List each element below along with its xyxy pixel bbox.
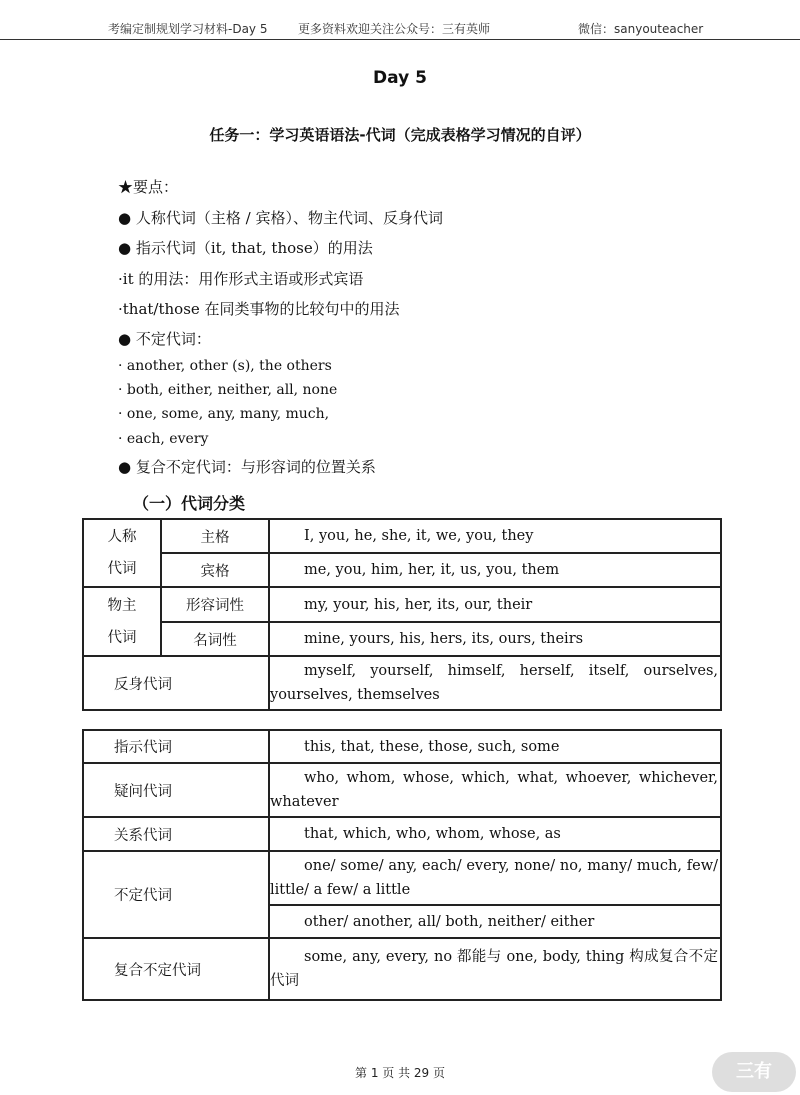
- page-number-footer: 第 1 页 共 29 页: [355, 1066, 445, 1080]
- category-cell: [83, 587, 161, 656]
- noun-possessive-label: 名词性: [161, 622, 269, 656]
- noun-possessive-value: mine, yours, his, hers, its, ours, theirs: [269, 622, 721, 656]
- category-label: 人称: [107, 529, 137, 545]
- key-point-item: · one, some, any, many, much,: [118, 406, 330, 422]
- value-line: little/ a few/ a little: [270, 882, 411, 898]
- value-line: myself, yourself, himself, herself, itself, ourselves,: [304, 663, 718, 679]
- relative-label: 关系代词: [83, 817, 269, 851]
- key-point-item: ● 人称代词（主格 / 宾格）、物主代词、反身代词: [118, 209, 443, 227]
- header-left-text: 考编定制规划学习材料-Day 5: [108, 22, 268, 36]
- demonstrative-label: 指示代词: [83, 730, 269, 763]
- indefinite-value-b: other/ another, all/ both, neither/ either: [269, 905, 721, 938]
- key-point-item: ● 复合不定代词：与形容词的位置关系: [118, 458, 376, 476]
- value-line: 代词: [270, 973, 299, 989]
- category-label: 代词: [107, 629, 137, 646]
- subject-case-value: I, you, he, she, it, we, you, they: [269, 519, 721, 553]
- key-point-item: · another, other (s), the others: [118, 358, 332, 374]
- indefinite-value-a: [269, 851, 721, 905]
- compound-indefinite-value: [269, 938, 721, 1000]
- reflexive-label: 反身代词: [83, 656, 269, 710]
- watermark-logo: 三有: [712, 1052, 796, 1092]
- key-point-item: ● 指示代词（it, that, those）的用法: [118, 239, 373, 257]
- category-label: 代词: [107, 561, 137, 577]
- key-point-item: · each, every: [118, 431, 209, 447]
- relative-value: that, which, who, whom, whose, as: [269, 817, 721, 851]
- key-point-item: ·it 的用法：用作形式主语或形式宾语: [118, 270, 364, 288]
- key-point-item: ● 不定代词：: [118, 330, 211, 348]
- subject-case-label: 主格: [161, 519, 269, 553]
- adjective-possessive-label: 形容词性: [161, 587, 269, 622]
- value-line: some, any, every, no 都能与 one, body, thing 构成复合不定: [304, 949, 718, 965]
- header-right-text: 微信：sanyouteacher: [578, 22, 704, 36]
- category-cell: [83, 519, 161, 587]
- value-line: one/ some/ any, each/ every, none/ no, many/ much, few/: [304, 858, 718, 874]
- key-points-heading: ★要点：: [118, 178, 179, 196]
- adjective-possessive-value: my, your, his, her, its, our, their: [269, 587, 721, 622]
- page-title: Day 5: [373, 68, 427, 88]
- object-case-label: 宾格: [161, 553, 269, 587]
- reflexive-value: [269, 656, 721, 710]
- page-header: [0, 0, 800, 40]
- indefinite-label: 不定代词: [83, 851, 269, 938]
- header-middle-text: 更多资料欢迎关注公众号：三有英师: [298, 22, 491, 36]
- category-label: 物主: [107, 597, 137, 614]
- object-case-value: me, you, him, her, it, us, you, them: [269, 553, 721, 587]
- key-point-item: · both, either, neither, all, none: [118, 382, 338, 398]
- value-line: who, whom, whose, which, what, whoever, whichever,: [304, 770, 718, 786]
- task-title: 任务一：学习英语语法-代词（完成表格学习情况的自评）: [209, 126, 591, 144]
- value-line: yourselves, themselves: [270, 687, 440, 703]
- compound-indefinite-label: 复合不定代词: [83, 938, 269, 1000]
- demonstrative-value: this, that, these, those, such, some: [269, 730, 721, 763]
- pronoun-table-2: [82, 729, 722, 1001]
- section-title: （一）代词分类: [133, 494, 246, 513]
- pronoun-table-1: [82, 518, 722, 711]
- value-line: whatever: [270, 794, 339, 810]
- interrogative-value: [269, 763, 721, 817]
- key-point-item: ·that/those 在同类事物的比较句中的用法: [118, 300, 400, 318]
- interrogative-label: 疑问代词: [83, 763, 269, 817]
